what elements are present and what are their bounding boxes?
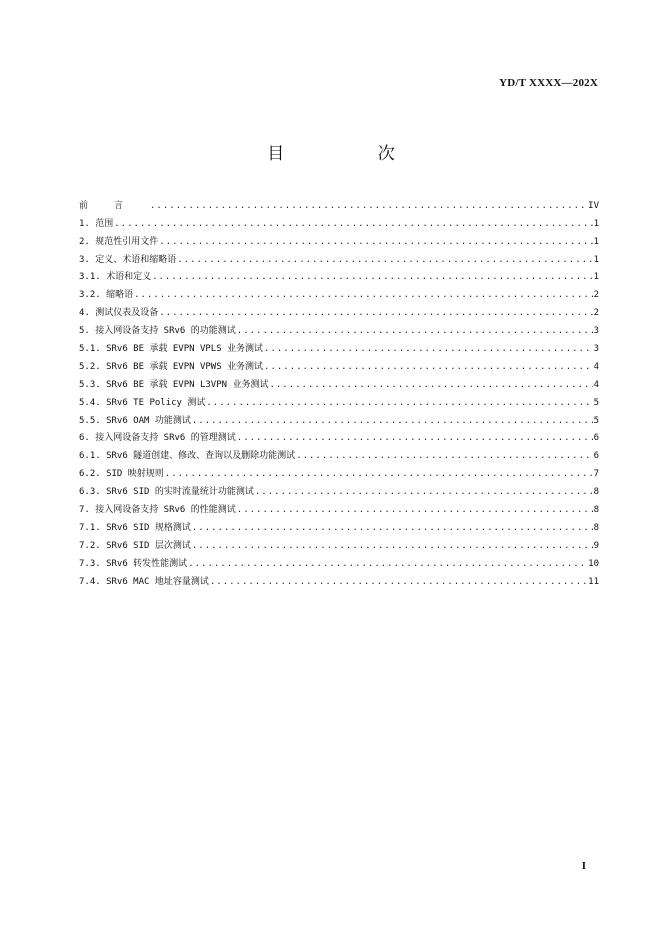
- page-number: I: [581, 860, 586, 872]
- toc-entry-5-5[interactable]: [79, 409, 599, 427]
- toc-entry-label: 6.1. SRv6 隧道创建、修改、查询以及删除功能测试: [79, 451, 296, 462]
- document-code: YD/T XXXX—202X: [499, 77, 598, 89]
- toc-leader-dots: [237, 325, 593, 337]
- toc-entry-5-4[interactable]: [79, 391, 599, 409]
- toc-leader-dots: [114, 218, 592, 230]
- toc-entry-page: 6: [593, 451, 599, 462]
- toc-entry-label: 6.3. SRv6 SID 的实时流量统计功能测试: [79, 487, 254, 498]
- toc-entry-label: 前言: [79, 200, 150, 211]
- toc-leader-dots: [134, 289, 592, 301]
- toc-entry-page: 11: [588, 576, 599, 587]
- toc-entry-label: 5.5. SRv6 OAM 功能测试: [79, 415, 191, 426]
- toc-entry-page: 1: [593, 272, 599, 283]
- toc-leader-dots: [210, 576, 587, 588]
- toc-entry-label: 7.2. SRv6 SID 层次测试: [79, 540, 191, 551]
- toc-entry-label: 6.2. SID 映射规则: [79, 469, 164, 480]
- table-of-contents: [79, 194, 599, 588]
- toc-entry-page: 2: [593, 308, 599, 319]
- toc-entry-6-3[interactable]: [79, 480, 599, 498]
- toc-leader-dots: [159, 236, 592, 248]
- toc-leader-dots: [206, 397, 592, 409]
- toc-leader-dots: [264, 361, 593, 373]
- toc-entry-5[interactable]: [79, 319, 599, 337]
- toc-entry-6-2[interactable]: [79, 462, 599, 480]
- toc-entry-label: 4. 测试仪表及设备: [79, 308, 159, 319]
- toc-entry-page: 10: [588, 558, 599, 569]
- toc-leader-dots: [159, 307, 592, 319]
- toc-entry-page: 8: [593, 522, 599, 533]
- toc-leader-dots: [150, 200, 587, 212]
- toc-entry-label: 2. 规范性引用文件: [79, 236, 159, 247]
- toc-entry-7[interactable]: [79, 498, 599, 516]
- toc-leader-dots: [296, 450, 592, 462]
- toc-entry-6[interactable]: [79, 427, 599, 445]
- toc-entry-page: 3: [593, 344, 599, 355]
- toc-entry-2[interactable]: [79, 230, 599, 248]
- toc-leader-dots: [264, 343, 593, 355]
- toc-entry-6-1[interactable]: [79, 444, 599, 462]
- toc-leader-dots: [192, 540, 593, 552]
- toc-leader-dots: [237, 504, 593, 516]
- toc-entry-page: 5: [593, 397, 599, 408]
- toc-entry-page: 9: [593, 540, 599, 551]
- toc-entry-3[interactable]: [79, 248, 599, 266]
- toc-entry-page: 1: [593, 254, 599, 265]
- toc-entry-label: 5.4. SRv6 TE Policy 测试: [79, 397, 206, 408]
- toc-entry-label: 5. 接入网设备支持 SRv6 的功能测试: [79, 326, 236, 337]
- toc-entry-label: 7.1. SRv6 SID 规格测试: [79, 522, 191, 533]
- toc-entry-4[interactable]: [79, 301, 599, 319]
- toc-entry-label: 3. 定义、术语和缩略语: [79, 254, 177, 265]
- toc-entry-label: 5.3. SRv6 BE 承载 EVPN L3VPN 业务测试: [79, 379, 269, 390]
- toc-entry-5-2[interactable]: [79, 355, 599, 373]
- toc-entry-label: 5.1. SRv6 BE 承载 EVPN VPLS 业务测试: [79, 344, 264, 355]
- toc-entry-page: 7: [593, 469, 599, 480]
- toc-entry-page: 2: [593, 290, 599, 301]
- toc-entry-page: 4: [593, 361, 599, 372]
- toc-entry-page: 3: [593, 326, 599, 337]
- toc-leader-dots: [188, 558, 587, 570]
- toc-entry-preface[interactable]: [79, 194, 599, 212]
- toc-entry-7-4[interactable]: [79, 570, 599, 588]
- toc-leader-dots: [237, 432, 593, 444]
- toc-entry-page: 5: [593, 415, 599, 426]
- toc-entry-page: 8: [593, 505, 599, 516]
- toc-title: 目 次: [267, 144, 439, 164]
- toc-entry-label: 7.4. SRv6 MAC 地址容量测试: [79, 576, 209, 587]
- toc-leader-dots: [269, 379, 592, 391]
- toc-entry-label: 6. 接入网设备支持 SRv6 的管理测试: [79, 433, 236, 444]
- toc-entry-label: 3.2. 缩略语: [79, 290, 134, 301]
- toc-leader-dots: [165, 468, 593, 480]
- toc-entry-page: 8: [593, 487, 599, 498]
- toc-entry-label: 7. 接入网设备支持 SRv6 的性能测试: [79, 505, 236, 516]
- toc-entry-7-2[interactable]: [79, 534, 599, 552]
- toc-entry-5-1[interactable]: [79, 337, 599, 355]
- toc-entry-page: 1: [593, 218, 599, 229]
- toc-entry-label: 1. 范围: [79, 218, 114, 229]
- toc-entry-page: 1: [593, 236, 599, 247]
- toc-entry-page: 4: [593, 379, 599, 390]
- toc-entry-7-3[interactable]: [79, 552, 599, 570]
- toc-entry-label: 5.2. SRv6 BE 承载 EVPN VPWS 业务测试: [79, 361, 264, 372]
- toc-leader-dots: [152, 271, 592, 283]
- toc-leader-dots: [177, 254, 592, 266]
- toc-leader-dots: [255, 486, 593, 498]
- toc-entry-page: IV: [588, 200, 599, 211]
- toc-entry-5-3[interactable]: [79, 373, 599, 391]
- toc-entry-label: 7.3. SRv6 转发性能测试: [79, 558, 188, 569]
- toc-entry-3-1[interactable]: [79, 266, 599, 284]
- toc-entry-1[interactable]: [79, 212, 599, 230]
- toc-entry-label: 3.1. 术语和定义: [79, 272, 152, 283]
- toc-leader-dots: [192, 522, 593, 534]
- toc-leader-dots: [192, 415, 593, 427]
- toc-entry-page: 6: [593, 433, 599, 444]
- toc-entry-7-1[interactable]: [79, 516, 599, 534]
- toc-entry-3-2[interactable]: [79, 283, 599, 301]
